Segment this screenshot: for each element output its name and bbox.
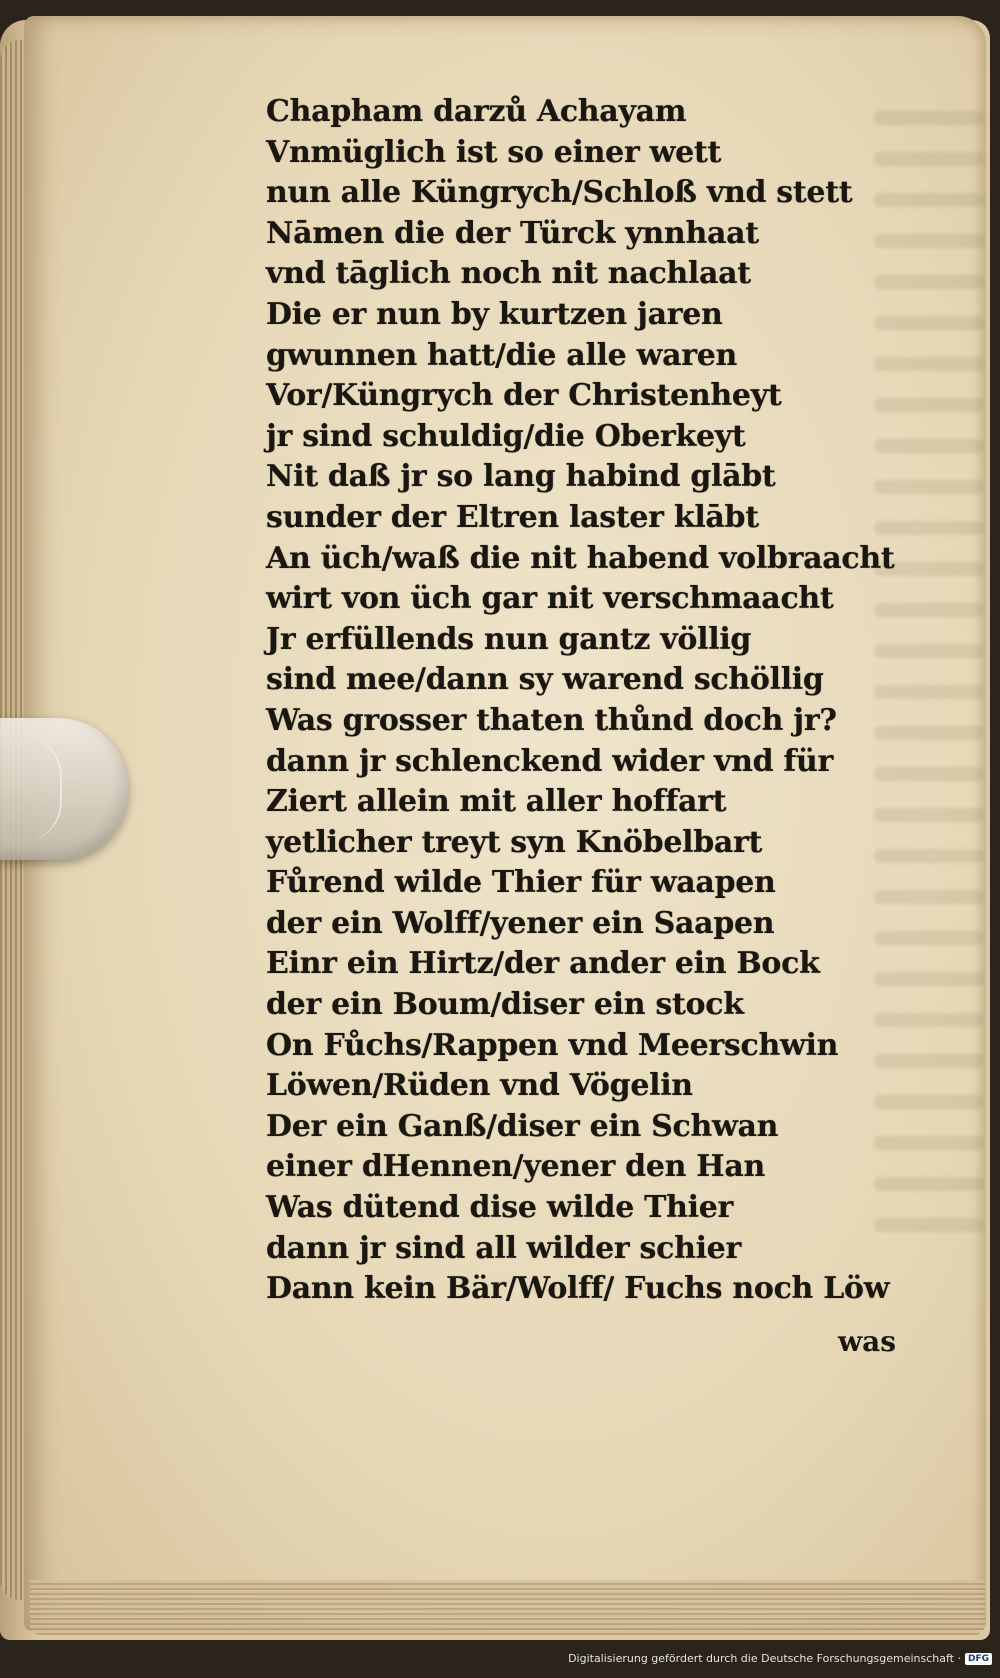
verse-line: dann jr schlenckend wider vnd für [266, 743, 834, 779]
verse-line: On Fůchs/Rappen vnd Meerschwin [266, 1027, 839, 1063]
verse-line: sind mee/dann sy warend schöllig [266, 662, 824, 698]
credit-text: Digitalisierung gefördert durch die Deutsche Forschungsgemeinschaft · [568, 1652, 961, 1665]
verse-line: einer dHennen/yener den Han [266, 1149, 765, 1185]
verse-line: Vnmüglich ist so einer wett [266, 134, 722, 170]
verse-line: Die er nun by kurtzen jaren [266, 296, 723, 332]
verse-line: gwunnen hatt/die alle waren [266, 337, 738, 373]
verse-line: Was dütend dise wilde Thier [266, 1190, 734, 1226]
verse-line: An üch/waß die nit habend volbraacht [266, 540, 895, 576]
verse-line: Einr ein Hirtz/der ander ein Bock [266, 946, 820, 982]
verse-line: Ziert allein mit aller hoffart [266, 784, 727, 820]
verse-line: dann jr sind all wilder schier [266, 1230, 741, 1266]
catchword: was [838, 1325, 897, 1358]
verse-line: der ein Wolff/yener ein Saapen [266, 905, 775, 941]
verse-line: Fůrend wilde Thier für waapen [266, 865, 776, 901]
verse-line: Nāmen die der Türck ynnhaat [266, 215, 759, 251]
verse-line: Dann kein Bär/Wolff/ Fuchs noch Löw [266, 1271, 890, 1307]
verse-line: Nit daß jr so lang habind glābt [266, 459, 776, 495]
verse-line: Der ein Ganß/diser ein Schwan [266, 1108, 779, 1144]
page-edges-bottom [30, 1580, 985, 1635]
verse-line: yetlicher treyt syn Knöbelbart [266, 824, 763, 860]
verse-line: Was grosser thaten thůnd doch jr? [266, 702, 837, 738]
verse-line: nun alle Küngrych/Schloß vnd stett [266, 175, 853, 211]
verse-line: wirt von üch gar nit verschmaacht [266, 581, 834, 617]
verse-line: Chapham darzů Achayam [266, 94, 687, 129]
verse-line: der ein Boum/diser ein stock [266, 987, 744, 1023]
verse-line: vnd tāglich noch nit nachlaat [266, 256, 751, 292]
digitization-credit [568, 1652, 992, 1665]
verse-line: sunder der Eltren laster klābt [266, 499, 759, 535]
verse-line: Vor/Küngrych der Christenheyt [266, 378, 782, 414]
verse-text-block [266, 92, 906, 1310]
verse-line: Jr erfüllends nun gantz völlig [266, 621, 752, 657]
verse-line: Löwen/Rüden vnd Vögelin [266, 1068, 693, 1104]
dfg-logo-icon: DFG [965, 1653, 992, 1665]
verse-line: jr sind schuldig/die Oberkeyt [266, 418, 746, 454]
